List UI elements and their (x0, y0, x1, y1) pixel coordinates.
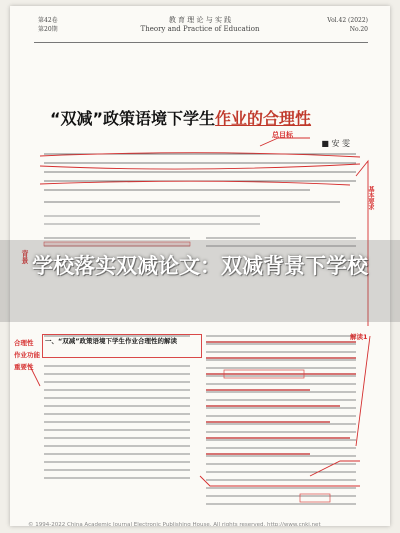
title-part-1: “双减”政策语境下学生 (50, 109, 216, 128)
article-author: ■ 安 雯 (321, 139, 350, 148)
volume-en: Vol.42 (2022) (327, 17, 368, 24)
annotation-rationality: 合理性 (14, 339, 34, 347)
article-title (50, 106, 311, 129)
annotation-basic-req: 基本要求 (367, 186, 374, 210)
journal-name-cn: 教 育 理 论 与 实 践 (168, 16, 232, 24)
section-heading: 一、“双减”政策语境下学生作业合理性的解读 (42, 334, 202, 358)
header-left (38, 16, 58, 34)
header-rule (34, 42, 368, 43)
header-right (327, 16, 368, 34)
issue-label: 第20期 (38, 26, 58, 33)
annotation-interp1: 解读1 (350, 333, 368, 341)
overlay-headline: 学校落实双减论文：双减背景下学校 (32, 254, 368, 278)
annotation-background: 背景 (21, 250, 29, 264)
title-part-2: 作业的合理性 (215, 109, 312, 128)
running-header (10, 12, 390, 50)
journal-name-en: Theory and Practice of Education (140, 25, 260, 33)
volume-label: 第42卷 (38, 17, 58, 24)
annotation-status: 重要性 (14, 363, 34, 371)
annotation-summary: 总目标 (272, 131, 293, 139)
copyright-footer: © 1994-2022 China Academic Journal Electronic Publishing House. All rights reserved. http://www.cnki.net (28, 522, 321, 526)
annotation-role: 作业功能 (14, 351, 40, 359)
issue-en: No.20 (349, 26, 368, 33)
header-center (130, 16, 270, 34)
